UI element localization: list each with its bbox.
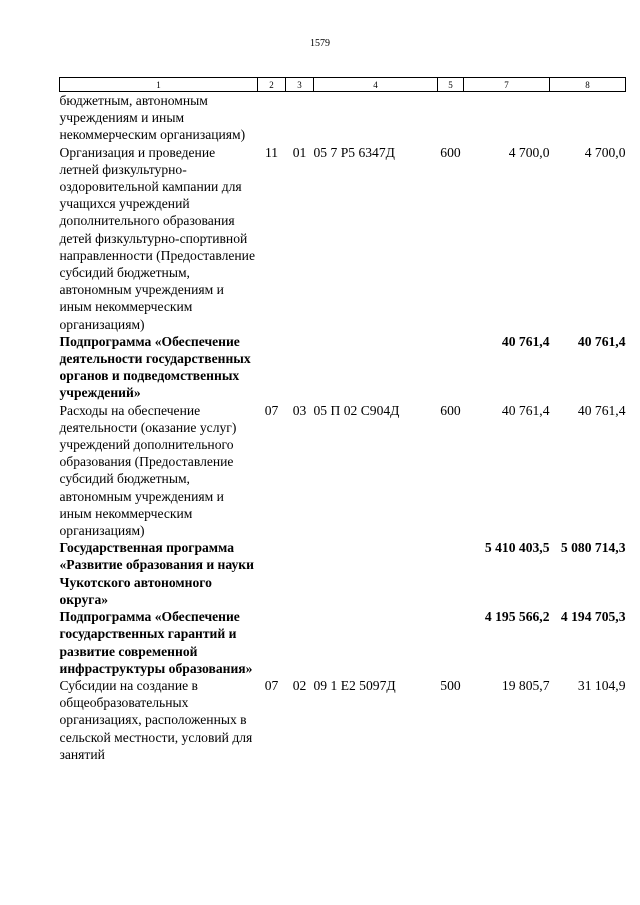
subsection-code — [286, 333, 314, 402]
expense-type-code — [438, 608, 464, 677]
subsection-code — [286, 608, 314, 677]
expense-name: Подпрограмма «Обеспечение деятельности государственных органов и подведомственных учреждений» — [59, 333, 251, 401]
amount-col-7: 4 700,0 — [508, 144, 550, 160]
subsection-code — [286, 539, 314, 608]
amount-col-8: 5 080 714,3 — [560, 540, 626, 556]
target-article-code — [314, 608, 438, 677]
table-row — [60, 677, 626, 763]
target-article-code — [314, 539, 438, 608]
amount-col-7 — [464, 92, 550, 144]
target-article-code: 05 7 Р5 6347Д — [313, 144, 395, 160]
target-article-code: 05 П 02 С904Д — [313, 402, 400, 418]
expense-name: Расходы на обеспечение деятельности (оказание услуг) учреждений дополнительного образования (Предоставление субсидий бюджетным, автономным учреждениям и иным некоммерческим организациям) — [59, 402, 237, 539]
column-header-3: 3 — [286, 78, 314, 92]
expense-name: Организация и проведение летней физкультурно-оздоровительной кампании для учащихся учреждений дополнительного образования детей физкультурно-спортивной направленности (Предоставление субсидий бюджетным, автономным учреждениям и иным некоммерческим организациям) — [59, 144, 255, 332]
target-article-code: 09 1 E2 5097Д — [313, 677, 396, 693]
column-header-1: 1 — [60, 78, 258, 92]
expense-type-code — [438, 92, 464, 144]
section-code — [258, 333, 286, 402]
expense-name: Подпрограмма «Обеспечение государственных гарантий и развитие современной инфраструктуры образования» — [59, 609, 253, 676]
column-header-2: 2 — [258, 78, 286, 92]
expense-name: бюджетным, автономным учреждениям и иным некоммерческим организациям) — [59, 93, 246, 143]
section-code: 11 — [264, 144, 279, 160]
section-code: 07 — [264, 402, 279, 418]
subsection-code: 01 — [292, 144, 307, 160]
amount-col-8: 4 194 705,3 — [560, 609, 626, 625]
table-row — [60, 333, 626, 402]
amount-col-8 — [550, 92, 626, 144]
section-code — [258, 92, 286, 144]
section-code — [258, 539, 286, 608]
amount-col-8: 4 700,0 — [584, 144, 626, 160]
expense-type-code: 600 — [440, 144, 461, 160]
table-row — [60, 608, 626, 677]
amount-col-8: 40 761,4 — [577, 333, 626, 349]
target-article-code — [314, 333, 438, 402]
page-number: 1579 — [310, 38, 330, 49]
section-code — [258, 608, 286, 677]
budget-table — [59, 77, 626, 763]
column-number-header — [60, 78, 626, 92]
expense-name: Государственная программа «Развитие образования и науки Чукотского автономного округа» — [59, 540, 254, 607]
amount-col-7: 4 195 566,2 — [484, 609, 550, 625]
expense-type-code — [438, 333, 464, 402]
column-header-8: 8 — [550, 78, 626, 92]
subsection-code: 03 — [292, 402, 307, 418]
table-row — [60, 402, 626, 540]
column-header-5: 5 — [438, 78, 464, 92]
subsection-code — [286, 92, 314, 144]
target-article-code — [314, 92, 438, 144]
table-row — [60, 144, 626, 333]
subsection-code: 02 — [292, 677, 307, 693]
expense-type-code — [438, 539, 464, 608]
amount-col-7: 19 805,7 — [501, 677, 550, 693]
expense-name: Субсидии на создание в общеобразовательных организациях, расположенных в сельской местности, условий для занятий — [59, 677, 253, 762]
amount-col-8: 40 761,4 — [577, 402, 626, 418]
expense-type-code: 600 — [440, 402, 461, 418]
column-header-4: 4 — [314, 78, 438, 92]
amount-col-7: 40 761,4 — [501, 402, 550, 418]
amount-col-8: 31 104,9 — [577, 677, 626, 693]
table-row — [60, 539, 626, 608]
amount-col-7: 5 410 403,5 — [484, 540, 550, 556]
column-header-7: 7 — [464, 78, 550, 92]
section-code: 07 — [264, 677, 279, 693]
table-row — [60, 92, 626, 144]
expense-type-code: 500 — [440, 677, 461, 693]
amount-col-7: 40 761,4 — [501, 333, 550, 349]
